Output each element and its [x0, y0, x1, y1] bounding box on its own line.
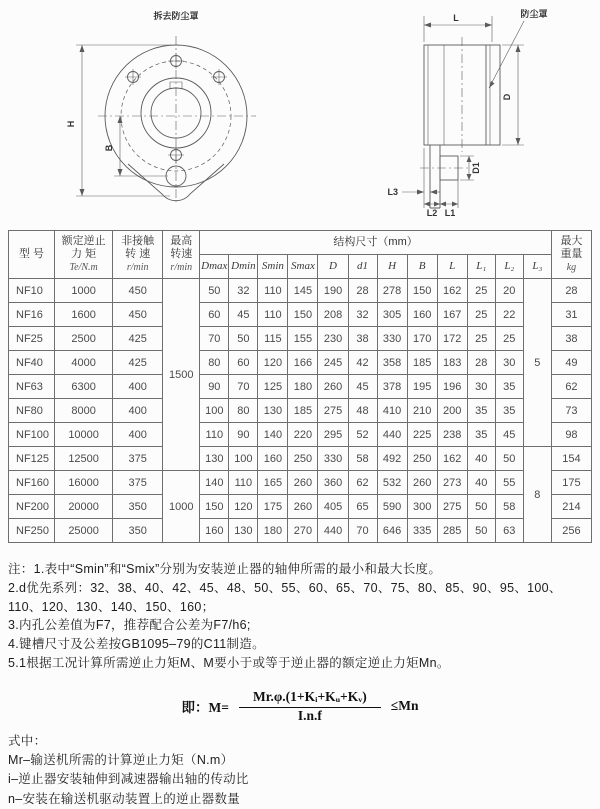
cell-dimension: 120 [229, 495, 258, 519]
cell-dimension: 110 [200, 423, 229, 447]
dim-L2-label: L2 [427, 208, 438, 218]
cell-dimension: 208 [318, 303, 348, 327]
cell-dimension: 90 [229, 423, 258, 447]
col-header-dim: Dmax [200, 255, 229, 279]
cell-dimension: 275 [437, 495, 467, 519]
col-header-dim: D [318, 255, 348, 279]
cell-torque: 2500 [55, 327, 113, 351]
col-header-dim: Dmin [229, 255, 258, 279]
cell-dimension: 166 [288, 351, 318, 375]
torque-formula [0, 689, 600, 724]
note-2: 2.d优先系列：32、38、40、42、45、48、50、55、60、65、70、75、80、85、90、95、100、110、120、130、140、150、160； [8, 579, 592, 617]
cell-dimension: 70 [348, 519, 377, 543]
cell-dimension: 300 [407, 495, 437, 519]
cell-dimension: 80 [200, 351, 229, 375]
table-row [9, 495, 592, 519]
note-1: 注：1.表中“Smin”和“Smix”分别为安装逆止器的轴伸所需的最小和最大长度。 [8, 560, 592, 579]
cell-dimension: 45 [348, 375, 377, 399]
cell-weight: 28 [551, 279, 591, 303]
cell-dimension: 22 [495, 303, 523, 327]
cell-model: NF250 [9, 519, 55, 543]
col-header-dim: Smin [258, 255, 288, 279]
cell-dimension: 590 [377, 495, 407, 519]
cell-dimension: 28 [467, 351, 495, 375]
cell-dimension: 50 [467, 495, 495, 519]
cell-torque: 20000 [55, 495, 113, 519]
cell-noncontact-speed: 400 [113, 375, 163, 399]
cell-model: NF10 [9, 279, 55, 303]
dim-L1-label: L1 [445, 208, 456, 218]
note-4: 4.键槽尺寸及公差按GB1095–79的C11制造。 [8, 635, 592, 654]
cell-dimension: 25 [495, 327, 523, 351]
dim-L-label: L [453, 13, 459, 23]
cell-weight: 256 [551, 519, 591, 543]
table-row [9, 327, 592, 351]
cell-noncontact-speed: 375 [113, 471, 163, 495]
cell-torque: 16000 [55, 471, 113, 495]
cell-model: NF200 [9, 495, 55, 519]
cell-dimension: 150 [288, 303, 318, 327]
table-row [9, 351, 592, 375]
dim-H-label: H [66, 121, 76, 128]
cell-noncontact-speed: 400 [113, 399, 163, 423]
cell-dimension: 25 [467, 303, 495, 327]
cell-noncontact-speed: 375 [113, 447, 163, 471]
cell-torque: 10000 [55, 423, 113, 447]
cell-l3-group: 8 [523, 447, 551, 543]
cell-model: NF16 [9, 303, 55, 327]
cell-dimension: 160 [407, 303, 437, 327]
cell-noncontact-speed: 425 [113, 351, 163, 375]
cell-weight: 214 [551, 495, 591, 519]
col-header-dim: Smax [288, 255, 318, 279]
cell-dimension: 440 [318, 519, 348, 543]
cell-dimension: 225 [407, 423, 437, 447]
cell-dimension: 170 [407, 327, 437, 351]
cell-dimension: 65 [348, 495, 377, 519]
cell-torque: 12500 [55, 447, 113, 471]
cell-dimension: 172 [437, 327, 467, 351]
spec-table-body [9, 279, 592, 543]
cell-model: NF63 [9, 375, 55, 399]
cell-dimension: 145 [288, 279, 318, 303]
cell-dimension: 45 [229, 303, 258, 327]
cell-dimension: 45 [495, 423, 523, 447]
cell-dimension: 52 [348, 423, 377, 447]
cell-dimension: 20 [495, 279, 523, 303]
cell-dimension: 175 [258, 495, 288, 519]
cell-noncontact-speed: 350 [113, 495, 163, 519]
cell-dimension: 250 [407, 447, 437, 471]
cell-dimension: 335 [407, 519, 437, 543]
cell-dimension: 165 [258, 471, 288, 495]
cell-dimension: 532 [377, 471, 407, 495]
cell-dimension: 42 [348, 351, 377, 375]
cell-model: NF125 [9, 447, 55, 471]
cell-dimension: 32 [348, 303, 377, 327]
cell-dimension: 358 [377, 351, 407, 375]
cell-dimension: 80 [229, 399, 258, 423]
cell-dimension: 150 [407, 279, 437, 303]
cell-dimension: 330 [318, 447, 348, 471]
cell-dimension: 58 [495, 495, 523, 519]
col-header-max-speed: 最高 转速 r/min [163, 231, 200, 279]
cell-weight: 98 [551, 423, 591, 447]
cell-dimension: 183 [437, 351, 467, 375]
col-header-dim: d1 [348, 255, 377, 279]
cell-dimension: 180 [258, 519, 288, 543]
cell-dimension: 190 [318, 279, 348, 303]
cell-weight: 31 [551, 303, 591, 327]
legend-mr: Mr–输送机所需的计算逆止力矩（N.m） [8, 751, 592, 770]
col-header-dim: L [437, 255, 467, 279]
cell-dimension: 70 [200, 327, 229, 351]
cell-dimension: 245 [318, 351, 348, 375]
cell-noncontact-speed: 450 [113, 303, 163, 327]
cell-dimension: 250 [288, 447, 318, 471]
cell-dimension: 160 [258, 447, 288, 471]
cell-dimension: 58 [348, 447, 377, 471]
cell-dimension: 28 [348, 279, 377, 303]
cell-dimension: 130 [229, 519, 258, 543]
note-3: 3.内孔公差值为F7，推荐配合公差为F7/h6; [8, 616, 592, 635]
cell-dimension: 50 [200, 279, 229, 303]
cell-dimension: 25 [467, 327, 495, 351]
cell-torque: 6300 [55, 375, 113, 399]
cell-noncontact-speed: 350 [113, 519, 163, 543]
notes-section [8, 560, 592, 673]
cell-dimension: 60 [229, 351, 258, 375]
col-header-dim: H [377, 255, 407, 279]
cell-dimension: 25 [467, 279, 495, 303]
cell-dimension: 50 [467, 519, 495, 543]
legend-n: n–安装在输送机驱动装置上的逆止器数量 [8, 790, 592, 809]
formula-numerator: Mr.φ.(1+Kᵢ+Kᵤ+Kᵥ) [239, 689, 381, 708]
cell-dimension: 130 [200, 447, 229, 471]
cell-dimension: 35 [467, 423, 495, 447]
cell-model: NF160 [9, 471, 55, 495]
col-header-weight: 最大 重量 kg [551, 231, 591, 279]
table-row [9, 471, 592, 495]
cell-dimension: 48 [348, 399, 377, 423]
cell-dimension: 180 [288, 375, 318, 399]
cell-dimension: 273 [437, 471, 467, 495]
cell-noncontact-speed: 400 [113, 423, 163, 447]
cell-model: NF80 [9, 399, 55, 423]
cell-dimension: 185 [288, 399, 318, 423]
cell-dimension: 295 [318, 423, 348, 447]
side-view-drawing [387, 8, 547, 218]
cell-dimension: 90 [200, 375, 229, 399]
cell-dimension: 405 [318, 495, 348, 519]
cell-torque: 4000 [55, 351, 113, 375]
col-header-noncontact-speed: 非接触 转 速 r/min [113, 231, 163, 279]
cell-dimension: 330 [377, 327, 407, 351]
cell-dimension: 38 [348, 327, 377, 351]
cell-torque: 1000 [55, 279, 113, 303]
dust-cover-label: 防尘罩 [520, 8, 547, 19]
cell-dimension: 260 [407, 471, 437, 495]
note-5: 5.1根据工况计算所需逆止力矩M、M要小于或等于逆止器的额定逆止力矩Mn。 [8, 654, 592, 673]
col-header-dim: L₁ [467, 255, 495, 279]
cell-noncontact-speed: 425 [113, 327, 163, 351]
formula-legend [8, 732, 592, 809]
cell-dimension: 35 [495, 375, 523, 399]
cell-dimension: 360 [318, 471, 348, 495]
cell-dimension: 140 [200, 471, 229, 495]
cell-max-speed-group: 1000 [163, 471, 200, 543]
cell-dimension: 155 [288, 327, 318, 351]
cell-dimension: 50 [229, 327, 258, 351]
col-header-dimensions: 结构尺寸（mm） [200, 231, 552, 255]
cell-dimension: 278 [377, 279, 407, 303]
cell-dimension: 260 [318, 375, 348, 399]
technical-drawings [0, 0, 600, 230]
cell-dimension: 270 [288, 519, 318, 543]
col-header-torque: 额定逆止 力 矩 Te/N.m [55, 231, 113, 279]
table-row [9, 303, 592, 327]
cell-dimension: 492 [377, 447, 407, 471]
cell-torque: 1600 [55, 303, 113, 327]
cell-weight: 38 [551, 327, 591, 351]
table-row [9, 519, 592, 543]
cell-dimension: 55 [495, 471, 523, 495]
cell-dimension: 305 [377, 303, 407, 327]
cell-dimension: 200 [437, 399, 467, 423]
col-header-dim: B [407, 255, 437, 279]
table-row [9, 279, 592, 303]
cell-dimension: 646 [377, 519, 407, 543]
dim-L3-label: L3 [387, 187, 398, 197]
cell-model: NF40 [9, 351, 55, 375]
cell-dimension: 260 [288, 471, 318, 495]
cell-torque: 8000 [55, 399, 113, 423]
cell-dimension: 35 [467, 399, 495, 423]
dim-D-label: D [502, 93, 512, 100]
cell-dimension: 40 [467, 447, 495, 471]
cell-dimension: 140 [258, 423, 288, 447]
cell-dimension: 167 [437, 303, 467, 327]
cell-weight: 62 [551, 375, 591, 399]
cell-dimension: 50 [495, 447, 523, 471]
col-header-dim: L₃ [523, 255, 551, 279]
remove-dust-cover-label: 拆去防尘罩 [153, 10, 198, 21]
cell-dimension: 63 [495, 519, 523, 543]
cell-dimension: 70 [229, 375, 258, 399]
formula-fraction [239, 689, 381, 724]
cell-dimension: 30 [467, 375, 495, 399]
cell-torque: 25000 [55, 519, 113, 543]
cell-dimension: 110 [258, 279, 288, 303]
cell-dimension: 115 [258, 327, 288, 351]
table-row [9, 447, 592, 471]
cell-dimension: 220 [288, 423, 318, 447]
cell-max-speed-group: 1500 [163, 279, 200, 471]
cell-dimension: 230 [318, 327, 348, 351]
cell-weight: 73 [551, 399, 591, 423]
cell-dimension: 30 [495, 351, 523, 375]
front-view-drawing [66, 10, 256, 202]
cell-dimension: 162 [437, 447, 467, 471]
cell-dimension: 440 [377, 423, 407, 447]
cell-dimension: 238 [437, 423, 467, 447]
cell-dimension: 162 [437, 279, 467, 303]
cell-dimension: 40 [467, 471, 495, 495]
cell-weight: 175 [551, 471, 591, 495]
cell-dimension: 275 [318, 399, 348, 423]
cell-noncontact-speed: 450 [113, 279, 163, 303]
cell-dimension: 62 [348, 471, 377, 495]
table-row [9, 423, 592, 447]
cell-dimension: 100 [229, 447, 258, 471]
cell-weight: 49 [551, 351, 591, 375]
spec-table-head [9, 231, 592, 279]
cell-model: NF25 [9, 327, 55, 351]
cell-weight: 154 [551, 447, 591, 471]
cell-dimension: 285 [437, 519, 467, 543]
spec-table [8, 230, 592, 543]
cell-dimension: 100 [200, 399, 229, 423]
dim-D1-label: D1 [471, 162, 481, 174]
formula-suffix: ≤Mn [391, 698, 419, 714]
cell-dimension: 210 [407, 399, 437, 423]
table-row [9, 399, 592, 423]
cell-dimension: 60 [200, 303, 229, 327]
cell-dimension: 125 [258, 375, 288, 399]
cell-dimension: 35 [495, 399, 523, 423]
cell-dimension: 120 [258, 351, 288, 375]
formula-denominator: I.n.f [239, 705, 381, 724]
formula-prefix: 即：M= [182, 696, 229, 716]
cell-dimension: 378 [377, 375, 407, 399]
cell-model: NF100 [9, 423, 55, 447]
cell-dimension: 32 [229, 279, 258, 303]
cell-dimension: 196 [437, 375, 467, 399]
cell-dimension: 150 [200, 495, 229, 519]
cell-dimension: 185 [407, 351, 437, 375]
dim-B-label: B [104, 144, 114, 151]
col-header-dim: L₂ [495, 255, 523, 279]
cell-dimension: 160 [200, 519, 229, 543]
cell-dimension: 195 [407, 375, 437, 399]
table-row [9, 375, 592, 399]
legend-i: i–逆止器安装轴伸到减速器输出轴的传动比 [8, 770, 592, 789]
cell-dimension: 410 [377, 399, 407, 423]
legend-title: 式中： [8, 732, 592, 751]
cell-dimension: 260 [288, 495, 318, 519]
cell-l3-group: 5 [523, 279, 551, 447]
col-header-model: 型 号 [9, 231, 55, 279]
cell-dimension: 110 [258, 303, 288, 327]
cell-dimension: 110 [229, 471, 258, 495]
cell-dimension: 130 [258, 399, 288, 423]
